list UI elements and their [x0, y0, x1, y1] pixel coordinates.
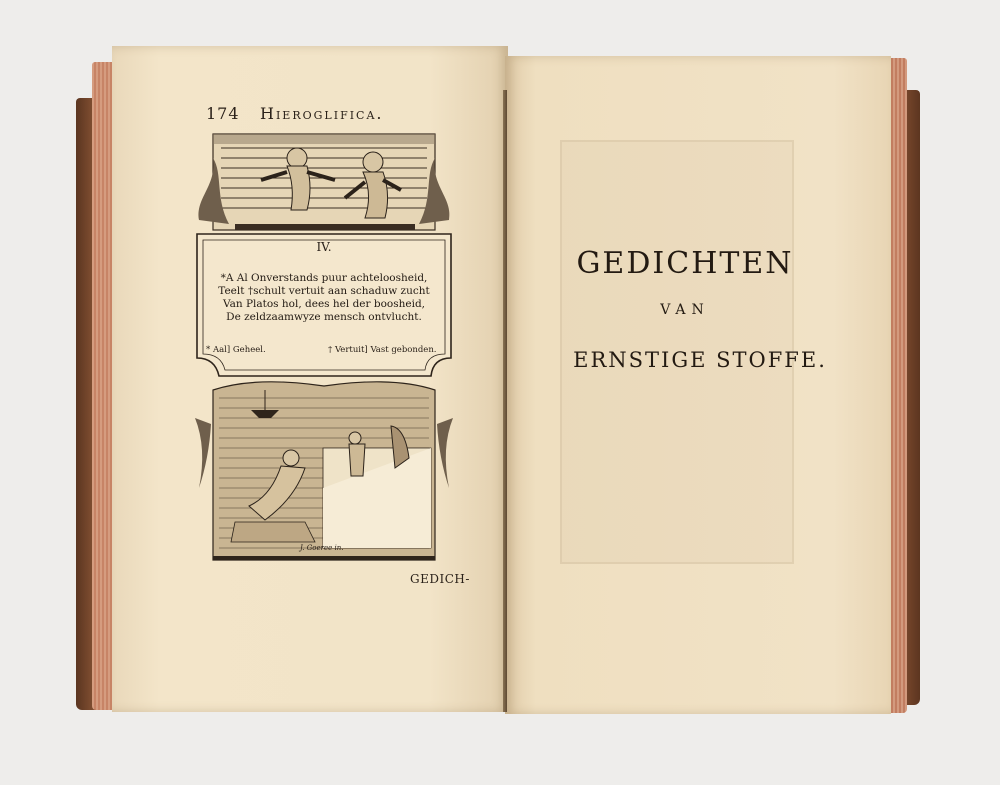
plate-number: IV.: [316, 240, 332, 254]
verse-line-2: Teelt †schult vertuit aan schaduw zucht: [218, 285, 430, 297]
section-title: [520, 240, 880, 380]
title-line-ernstige-stoffe: ERNSTIGE STOFFE.: [573, 348, 827, 372]
title-line-van: VAN: [660, 302, 710, 318]
running-title: Hieroglifica.: [260, 104, 384, 123]
verse-cartouche: [198, 232, 450, 382]
book-gutter: [503, 90, 507, 712]
catchword: GEDICH-: [410, 572, 470, 586]
verse-line-3: Van Platos hol, dees hel der boosheid,: [222, 298, 426, 310]
running-head: [206, 104, 446, 128]
engraver-signature: J. Goeree in.: [300, 544, 344, 552]
note-aal: * Aal] Geheel.: [206, 345, 266, 355]
title-line-gedichten: GEDICHTEN: [576, 246, 794, 281]
note-vertuit: † Vertuit] Vast gebonden.: [328, 345, 437, 355]
emblem-verse: [204, 272, 444, 324]
verse-notes: [206, 345, 446, 359]
page-number: 174: [206, 104, 240, 123]
verse-line-1: *A Al Onverstands puur achteloosheid,: [220, 272, 428, 284]
verse-line-4: De zeldzaamwyze mensch ontvlucht.: [226, 311, 422, 323]
